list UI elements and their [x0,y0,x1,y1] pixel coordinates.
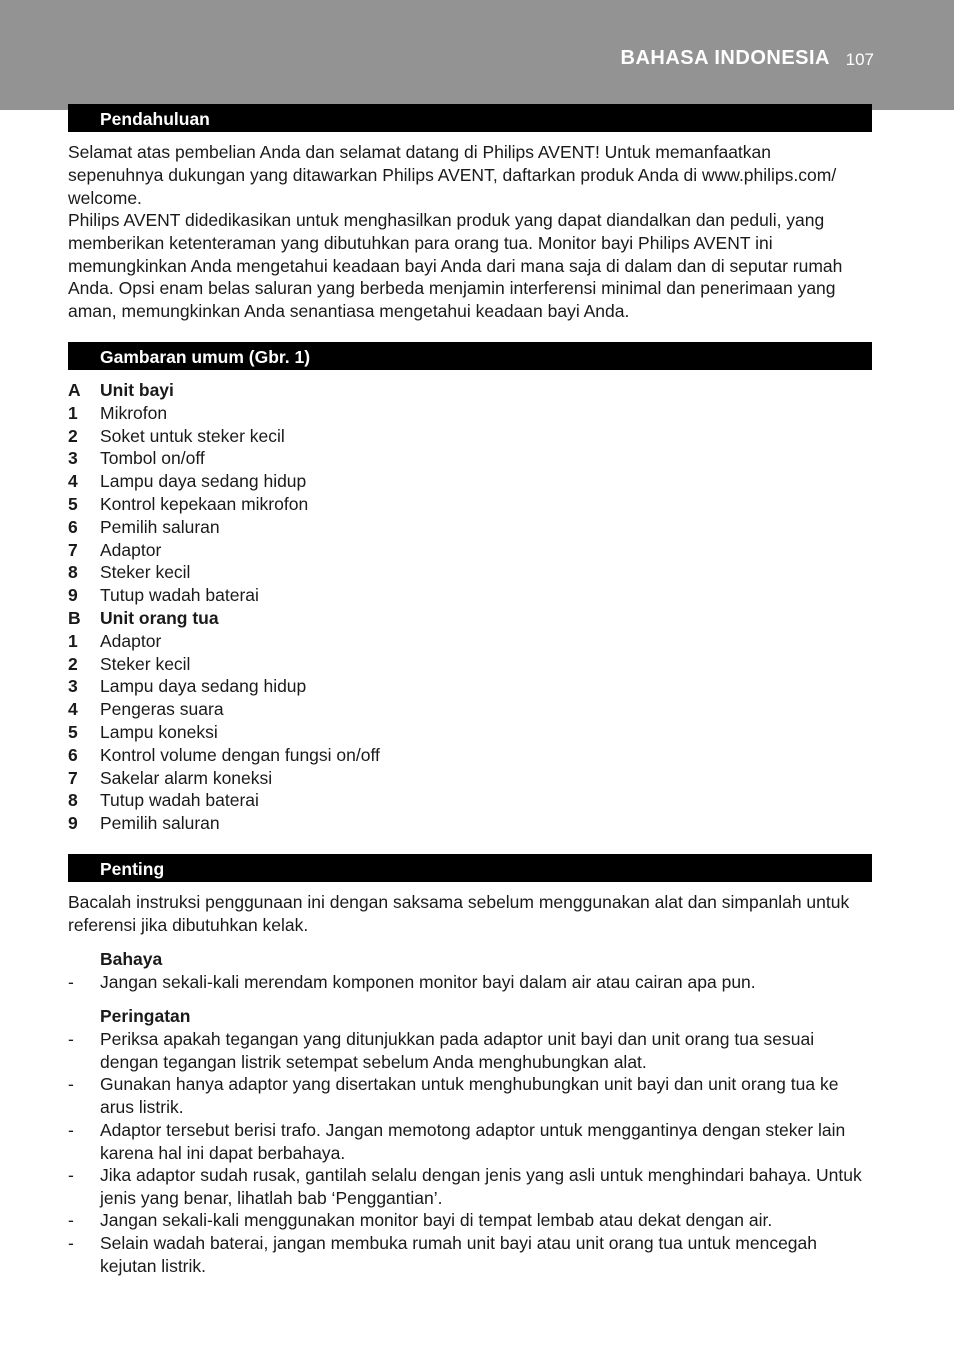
text-line: Anda. Opsi enam belas saluran yang berbeda menjamin interferensi minimal dan penerimaan yang [68,278,836,299]
list-item-label: Tutup wadah baterai [100,585,259,606]
list-item-label: Unit bayi [100,380,174,400]
header-title: BAHASA INDONESIA [620,47,830,69]
list-item [68,789,868,812]
list-item-number: 9 [68,585,78,606]
list-group-heading [68,607,868,630]
list-item-number: 5 [68,493,78,514]
intro-paragraph-2 [68,209,868,323]
list-group-heading [68,379,868,402]
list-item-label: Adaptor [100,539,162,560]
parts-list [68,379,868,835]
list-item-label: Lampu koneksi [100,721,218,742]
list-item-label: Pengeras suara [100,699,224,720]
list-item-label: Adaptor [100,630,162,651]
text-line: arus listrik. [100,1096,184,1117]
list-item [68,744,868,767]
list-item-number: B [68,607,81,628]
list-item [68,425,868,448]
list-item [68,493,868,516]
list-item-number: 1 [68,402,78,423]
list-item-label: Steker kecil [100,653,191,674]
text-line: referensi jika dibutuhkan kelak. [68,914,309,935]
list-item-number: A [68,380,81,400]
list-item-number: 1 [68,630,78,651]
list-item [68,653,868,676]
list-item-label: Pemilih saluran [100,813,220,834]
list-item-number: 5 [68,721,78,742]
list-item-number: 6 [68,744,78,765]
text-line: kejutan listrik. [100,1255,207,1276]
text-line: aman, memungkinkan Anda senantiasa mengetahui keadaan bayi Anda. [68,301,630,322]
bullet-dash: - [68,1210,74,1230]
list-item [68,630,868,653]
text-line: Selain wadah baterai, jangan membuka rumah unit bayi atau unit orang tua untuk mencegah [100,1233,817,1253]
list-item-number: 6 [68,516,78,537]
list-item-label: Lampu daya sedang hidup [100,676,307,697]
list-item [68,539,868,562]
section-title-intro: Pendahuluan [68,104,872,132]
text-line: Gunakan hanya adaptor yang disertakan untuk menghubungkan unit bayi dan unit orang tua ke [100,1074,839,1094]
list-item-number: 3 [68,448,78,469]
text-line: Philips AVENT didedikasikan untuk menghasilkan produk yang dapat diandalkan dan peduli, yang [68,210,825,230]
page-header [0,0,954,110]
text-line: Selamat atas pembelian Anda dan selamat datang di Philips AVENT! Untuk memanfaatkan [68,142,771,162]
list-item-label: Steker kecil [100,562,191,583]
intro-paragraph-1 [68,141,868,209]
text-line: Jika adaptor sudah rusak, gantilah selalu dengan jenis yang asli untuk menghindari bahaya. Untuk [100,1165,862,1185]
list-item-label: Kontrol volume dengan fungsi on/off [100,744,380,765]
bullet-dash: - [68,1120,74,1140]
list-item-label: Kontrol kepekaan mikrofon [100,493,309,514]
bullet-dash: - [68,1074,74,1094]
list-item [68,516,868,539]
list-item [68,447,868,470]
section-title-important: Penting [68,854,872,882]
section-title-overview: Gambaran umum (Gbr. 1) [68,342,872,370]
list-item [68,561,868,584]
text-line: karena hal ini dapat berbahaya. [100,1142,346,1163]
text-line: dengan tegangan listrik setempat sebelum Anda menghubungkan alat. [100,1051,647,1072]
list-item [68,470,868,493]
bullet-dash: - [68,1165,74,1185]
list-item-label: Tombol on/off [100,448,205,469]
list-item-number: 2 [68,425,78,446]
list-item-number: 8 [68,790,78,811]
text-line: jenis yang benar, lihatlah bab ‘Penggantian’. [100,1187,443,1208]
bullet-dash: - [68,1029,74,1049]
list-item [68,675,868,698]
list-item-label: Soket untuk steker kecil [100,425,285,446]
list-item [68,698,868,721]
text-line: welcome. [68,187,142,208]
text-line: Bacalah instruksi penggunaan ini dengan saksama sebelum menggunakan alat dan simpanlah untuk [68,892,850,912]
list-item [68,812,868,835]
text-line: Jangan sekali-kali menggunakan monitor bayi di tempat lembab atau dekat dengan air. [100,1210,773,1230]
list-item [68,721,868,744]
list-item-label: Lampu daya sedang hidup [100,471,307,492]
text-line: memberikan ketenteraman yang dibutuhkan para orang tua. Monitor bayi Philips AVENT ini [68,232,773,253]
list-item-number: 2 [68,653,78,674]
text-line: Periksa apakah tegangan yang ditunjukkan pada adaptor unit bayi dan unit orang tua sesuai [100,1029,815,1049]
list-item [68,402,868,425]
bullet-dash: - [68,1233,74,1253]
list-item-number: 4 [68,471,78,492]
list-item-number: 9 [68,813,78,834]
list-item-label: Sakelar alarm koneksi [100,767,273,788]
list-item-label: Unit orang tua [100,607,219,628]
page-number: 107 [845,50,874,69]
list-item-label: Pemilih saluran [100,516,220,537]
list-item-number: 7 [68,767,78,788]
list-item [68,584,868,607]
danger-heading: Bahaya [100,949,163,969]
list-item-label: Mikrofon [100,402,168,423]
list-item-number: 3 [68,676,78,697]
text-line: sepenuhnya dukungan yang ditawarkan Philips AVENT, daftarkan produk Anda di www.philips.com/ [68,164,837,185]
list-item-number: 7 [68,539,78,560]
important-intro [68,891,868,937]
list-item-number: 4 [68,699,78,720]
list-item-label: Tutup wadah baterai [100,790,259,811]
text-line: Jangan sekali-kali merendam komponen monitor bayi dalam air atau cairan apa pun. [100,972,756,992]
warning-heading: Peringatan [100,1006,191,1026]
list-item-number: 8 [68,562,78,583]
text-line: memungkinkan Anda mengetahui keadaan bayi Anda dari mana saja di dalam dan di seputar rumah [68,255,843,276]
bullet-dash: - [68,972,74,992]
list-item [68,767,868,790]
text-line: Adaptor tersebut berisi trafo. Jangan memotong adaptor untuk menggantinya dengan steker lain [100,1120,846,1140]
